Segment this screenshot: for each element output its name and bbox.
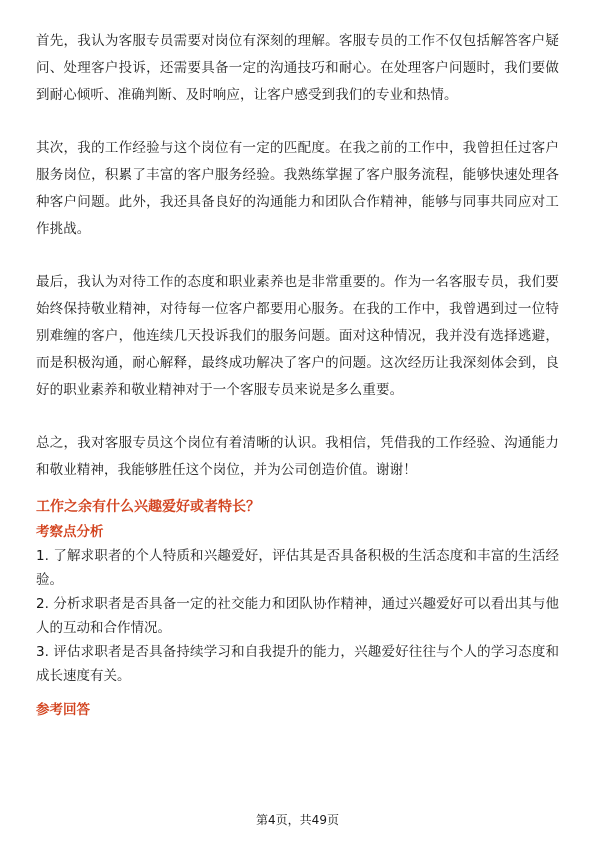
answer-paragraph-4: 总之，我对客服专员这个岗位有着清晰的认识。我相信，凭借我的工作经验、沟通能力和敬业精神，我能够胜任这个岗位，并为公司创造价值。谢谢！ xyxy=(36,435,559,478)
answer-paragraph-3: 最后，我认为对待工作的态度和职业素养也是非常重要的。作为一名客服专员，我们要始终保持敬业精神，对待每一位客户都要用心服务。在我的工作中，我曾遇到过一位特别难缠的客户，他连续几天投诉我们的服务问题。面对这种情况，我并没有选择逃避，而是积极沟通，耐心解释，最终成功解决了客户的问题。这次经历让我深刻体会到，良好的职业素养和敬业精神对于一个客服专员来说是多么重要。 xyxy=(36,274,559,398)
analysis-point-3: 3. 评估求职者是否具备持续学习和自我提升的能力，兴趣爱好往往与个人的学习态度和成长速度有关。 xyxy=(36,644,559,684)
answer-paragraph-2: 其次，我的工作经验与这个岗位有一定的匹配度。在我之前的工作中，我曾担任过客户服务岗位，积累了丰富的客户服务经验。我熟练掌握了客户服务流程，能够快速处理各种客户问题。此外，我还具备良好的沟通能力和团队合作精神，能够与同事共同应对工作挑战。 xyxy=(36,140,559,237)
answer-paragraph-1: 首先，我认为客服专员需要对岗位有深刻的理解。客服专员的工作不仅包括解答客户疑问、处理客户投诉，还需要具备一定的沟通技巧和耐心。在处理客户问题时，我们要做到耐心倾听、准确判断、及时响应，让客户感受到我们的专业和热情。 xyxy=(36,33,559,103)
page-footer: 第4页，共49页 xyxy=(256,813,339,827)
analysis-point-1: 1. 了解求职者的个人特质和兴趣爱好，评估其是否具备积极的生活态度和丰富的生活经验。 xyxy=(36,548,559,588)
page-content xyxy=(36,28,559,722)
reference-answer-heading: 参考回答 xyxy=(36,702,90,718)
analysis-point-2: 2. 分析求职者是否具备一定的社交能力和团队协作精神，通过兴趣爱好可以看出其与他人的互动和合作情况。 xyxy=(36,596,559,636)
interview-question: 工作之余有什么兴趣爱好或者特长？ xyxy=(36,499,260,515)
analysis-heading: 考察点分析 xyxy=(36,524,104,540)
